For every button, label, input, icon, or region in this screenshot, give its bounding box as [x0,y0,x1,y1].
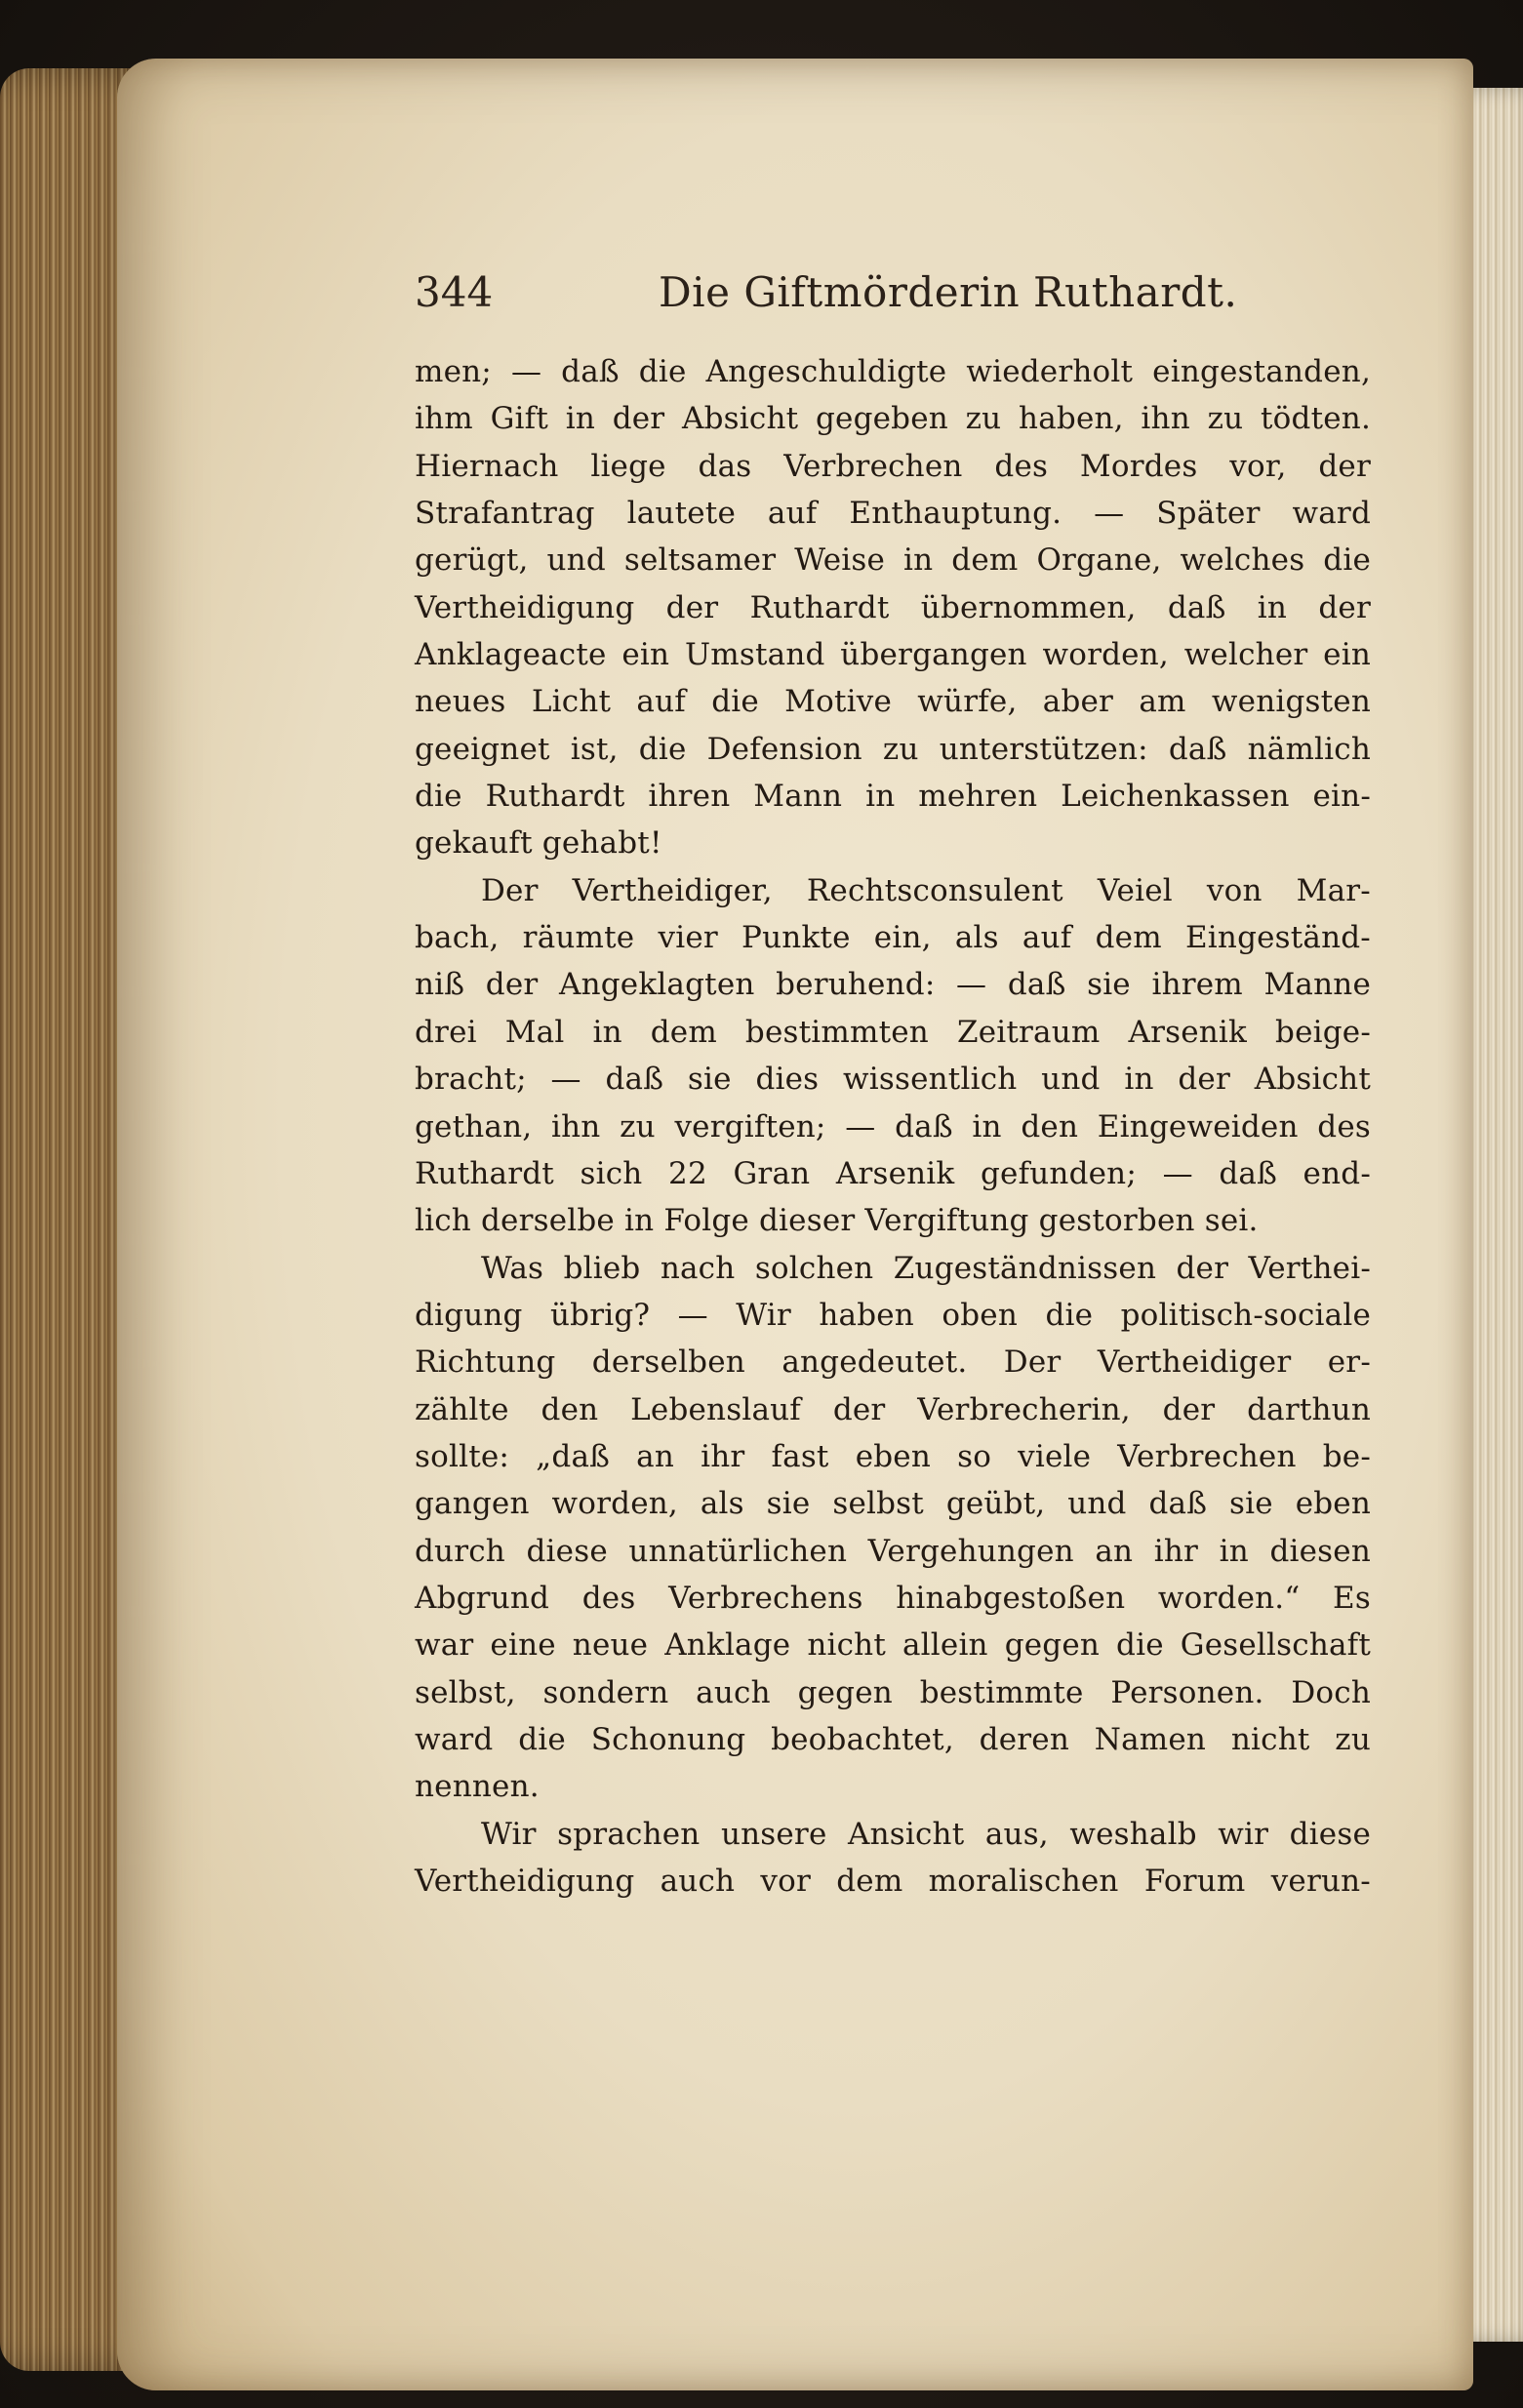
text-line: lich derselbe in Folge dieser Vergiftung gestorben sei. [415,1203,1259,1239]
text-line: nennen. [415,1769,540,1805]
text-line: gekauft gehabt! [415,825,662,862]
text-line: digung übrig? — Wir haben oben die politisch-sociale [415,1297,1371,1333]
text-line: gangen worden, als sie selbst geübt, und daß sie eben [415,1486,1371,1522]
text-line: Strafantrag lautete auf Enthauptung. — Später ward [415,496,1371,532]
text-line: Anklageacte ein Umstand übergangen worden, welcher ein [415,637,1371,673]
body-text [415,348,1371,1905]
text-line: Der Vertheidiger, Rechtsconsulent Veiel von Mar- [481,872,1371,908]
text-line: selbst, sondern auch gegen bestimmte Personen. Doch [415,1674,1371,1710]
text-line: gethan, ihn zu vergiften; — daß in den Eingeweiden des [415,1108,1371,1144]
text-line: die Ruthardt ihren Mann in mehren Leichenkassen ein- [415,779,1371,815]
text-line: Ruthardt sich 22 Gran Arsenik gefunden; — daß end- [415,1155,1371,1191]
text-line: zählte den Lebenslauf der Verbrecherin, der darthun [415,1391,1371,1427]
text-line: Richtung derselben angedeutet. Der Vertheidiger er- [415,1344,1371,1381]
text-line: neues Licht auf die Motive würfe, aber am wenigsten [415,684,1371,720]
text-line: Wir sprachen unsere Ansicht aus, weshalb wir diese [481,1816,1371,1852]
text-line: ihm Gift in der Absicht gegeben zu haben, ihn zu tödten. [415,401,1371,437]
text-line: ward die Schonung beobachtet, deren Namen nicht zu [415,1721,1371,1757]
text-line: drei Mal in dem bestimmten Zeitraum Arsenik beige- [415,1014,1371,1050]
running-head [415,263,1238,322]
text-line: Hiernach liege das Verbrechen des Mordes vor, der [415,448,1371,484]
text-line: Vertheidigung der Ruthardt übernommen, daß in der [415,589,1371,625]
text-line: sollte: „daß an ihr fast eben so viele Verbrechen be- [415,1438,1371,1474]
text-line: Abgrund des Verbrechens hinabgestoßen worden.“ Es [415,1580,1371,1616]
text-line: Vertheidigung auch vor dem moralischen Forum verun- [415,1864,1371,1899]
running-title: Die Giftmörderin Ruthardt. [659,268,1238,316]
text-line: gerügt, und seltsamer Weise in dem Organe, welches die [415,542,1371,579]
text-line: bach, räumte vier Punkte ein, als auf dem Eingeständ- [415,920,1371,956]
text-line: durch diese unnatürlichen Vergehungen an ihr in diesen [415,1533,1371,1569]
text-line: men; — daß die Angeschuldigte wiederholt eingestanden, [415,354,1371,389]
text-line: bracht; — daß sie dies wissentlich und in der Absicht [415,1062,1371,1098]
text-line: niß der Angeklagten beruhend: — daß sie ihrem Manne [415,967,1371,1003]
text-line: Was blieb nach solchen Zugeständnissen der Verthei- [481,1250,1371,1286]
text-line: war eine neue Anklage nicht allein gegen die Gesellschaft [415,1627,1371,1664]
page-number: 344 [415,268,494,316]
text-line: geeignet ist, die Defension zu unterstützen: daß nämlich [415,731,1371,767]
